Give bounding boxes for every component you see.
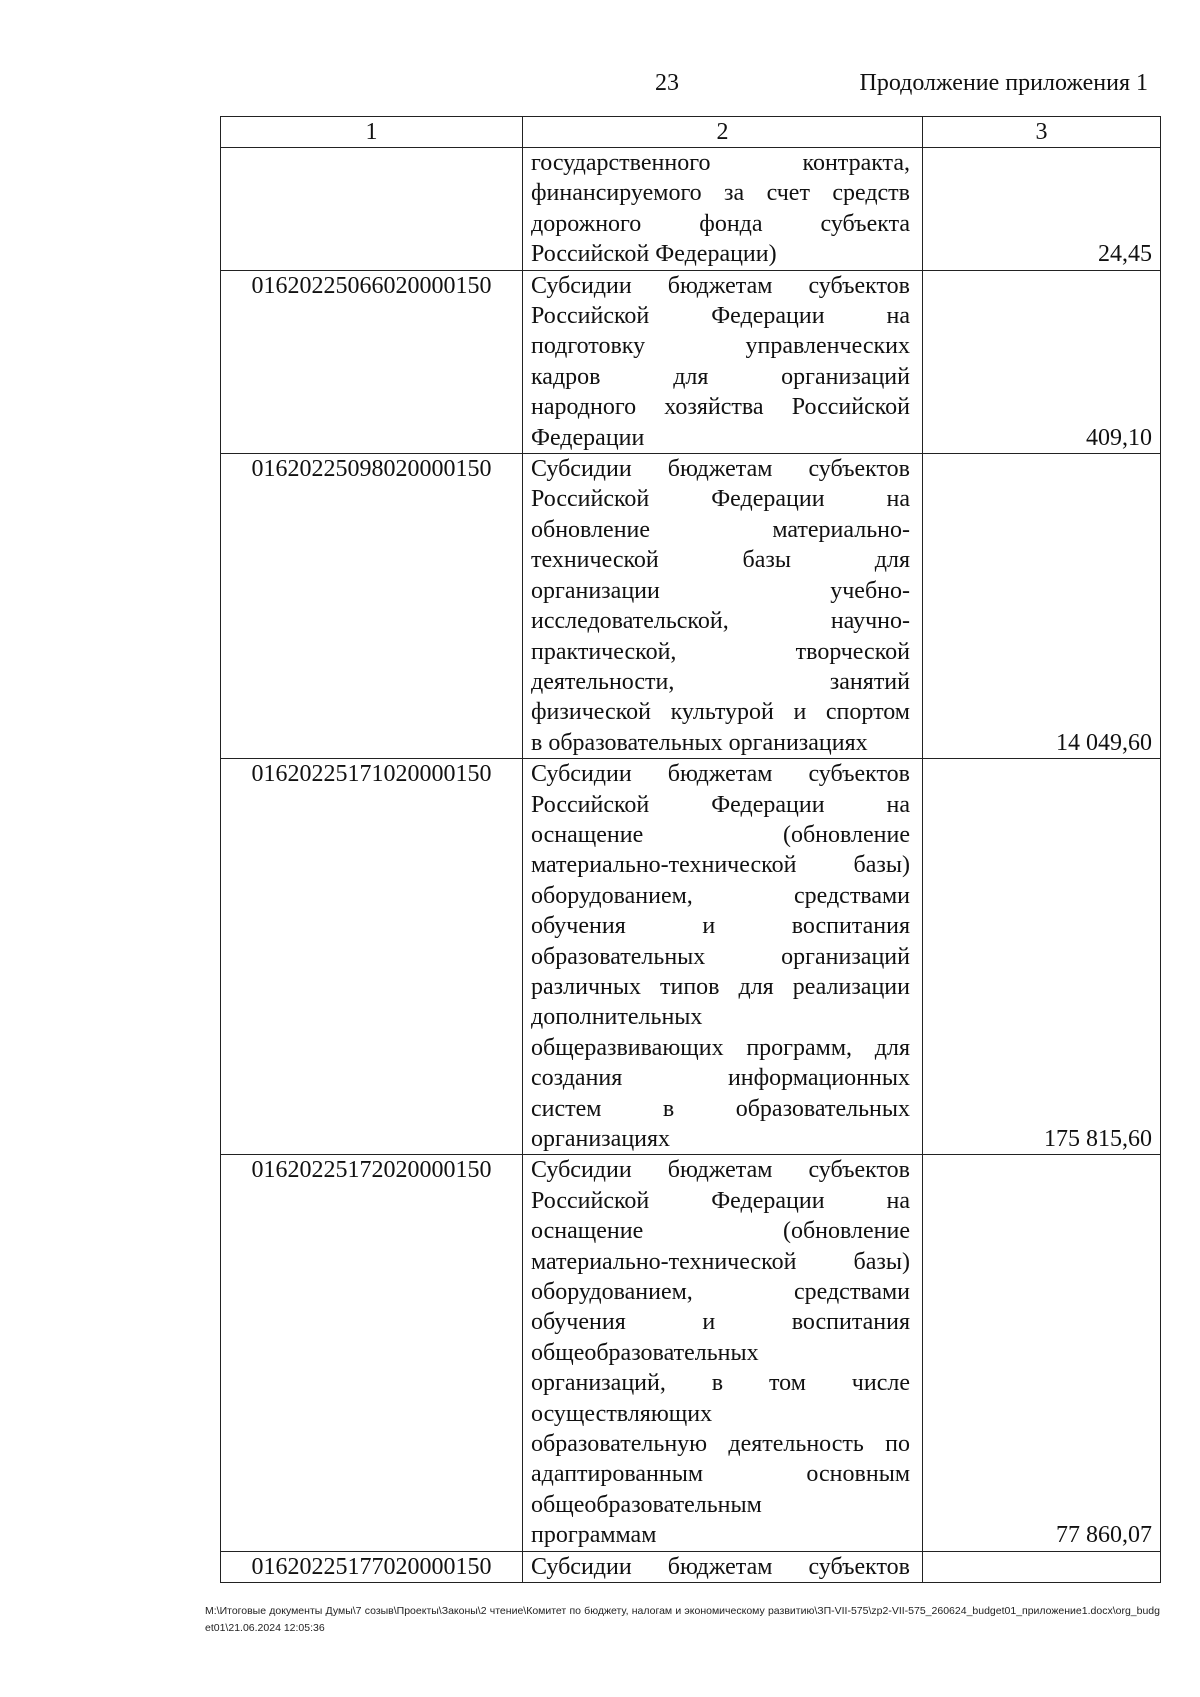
description-line: финансируемого за счет средств: [531, 180, 910, 207]
table-body: [221, 148, 1161, 1583]
column-header-3: 3: [923, 117, 1161, 148]
description-line: технической базы для: [531, 547, 910, 574]
description-line: физической культурой и спортом: [531, 699, 910, 726]
table-row: [221, 1551, 1161, 1582]
amount-value: 409,10: [923, 270, 1161, 453]
description-line: образовательных организаций: [531, 943, 910, 970]
description-line: различных типов для реализации: [531, 973, 910, 1000]
budget-code: 01620225171020000150: [221, 759, 523, 1155]
description-line: образовательную деятельность по: [531, 1431, 910, 1458]
description-line: программам: [531, 1522, 657, 1549]
column-header-1: 1: [221, 117, 523, 148]
description-line: Субсидии бюджетам субъектов: [531, 1553, 910, 1580]
description-line: систем в образовательных: [531, 1095, 910, 1122]
description-line: Российской Федерации на: [531, 791, 910, 818]
budget-code: [221, 148, 523, 271]
column-header-2: 2: [523, 117, 923, 148]
description-line: в образовательных организациях: [531, 729, 868, 756]
description-line: народного хозяйства Российской: [531, 394, 910, 421]
amount-value: 24,45: [923, 148, 1161, 271]
description-line: организаций, в том числе: [531, 1370, 910, 1397]
table-row: [221, 454, 1161, 759]
budget-code: 01620225177020000150: [221, 1551, 523, 1582]
continuation-label: Продолжение приложения 1: [859, 70, 1148, 96]
description-cell: [523, 270, 923, 453]
description-line: оснащение (обновление: [531, 1218, 910, 1245]
description-line: Российской Федерации на: [531, 1187, 910, 1214]
description-line: обновление материально-: [531, 516, 910, 543]
description-line: оборудованием, средствами: [531, 882, 910, 909]
description-cell: [523, 1155, 923, 1551]
table-header-row: [221, 117, 1161, 148]
footer-file-path: M:\Итоговые документы Думы\7 созыв\Проекты\Законы\2 чтение\Комитет по бюджету, налогам и экономическому развитию\ЗП-VII-575\zp2-VII-575_260624_budget01_приложение1.docx\org_budget01\21.06.2024 12:05:36: [205, 1605, 1160, 1634]
description-line: общеразвивающих программ, для: [531, 1034, 910, 1061]
description-line: дополнительных: [531, 1004, 703, 1031]
description-line: материально-технической базы): [531, 852, 910, 879]
table-row: [221, 1155, 1161, 1551]
description-line: создания информационных: [531, 1065, 910, 1092]
amount-value: 14 049,60: [923, 454, 1161, 759]
budget-code: 01620225066020000150: [221, 270, 523, 453]
description-line: осуществляющих: [531, 1400, 713, 1427]
description-line: Субсидии бюджетам субъектов: [531, 272, 910, 299]
description-cell: [523, 1551, 923, 1582]
description-line: оборудованием, средствами: [531, 1279, 910, 1306]
description-line: кадров для организаций: [531, 363, 910, 390]
description-line: общеобразовательных: [531, 1339, 759, 1366]
table-row: [221, 759, 1161, 1155]
description-line: практической, творческой: [531, 638, 910, 665]
amount-value: 175 815,60: [923, 759, 1161, 1155]
description-line: деятельности, занятий: [531, 668, 910, 695]
table-row: [221, 270, 1161, 453]
amount-value: [923, 1551, 1161, 1582]
description-line: Субсидии бюджетам субъектов: [531, 456, 910, 483]
description-line: адаптированным основным: [531, 1461, 910, 1488]
budget-code: 01620225172020000150: [221, 1155, 523, 1551]
description-line: Субсидии бюджетам субъектов: [531, 1157, 910, 1184]
description-line: Российской Федерации): [531, 241, 777, 268]
description-cell: [523, 454, 923, 759]
amount-value: 77 860,07: [923, 1155, 1161, 1551]
description-line: исследовательской, научно-: [531, 608, 910, 635]
description-line: дорожного фонда субъекта: [531, 210, 910, 237]
description-line: обучения и воспитания: [531, 913, 910, 940]
description-line: организациях: [531, 1126, 671, 1152]
budget-table: [220, 116, 1161, 1583]
description-line: обучения и воспитания: [531, 1309, 910, 1336]
description-line: организации учебно-: [531, 577, 910, 604]
description-line: Российской Федерации на: [531, 486, 910, 513]
description-line: общеобразовательным: [531, 1491, 762, 1518]
description-line: Российской Федерации на: [531, 303, 910, 330]
description-line: оснащение (обновление: [531, 821, 910, 848]
description-line: Федерации: [531, 424, 645, 451]
page-number: 23: [655, 70, 679, 96]
description-line: подготовку управленческих: [531, 333, 910, 360]
table-row: [221, 148, 1161, 271]
description-line: Субсидии бюджетам субъектов: [531, 761, 910, 788]
description-cell: [523, 148, 923, 271]
budget-code: 01620225098020000150: [221, 454, 523, 759]
description-line: государственного контракта,: [531, 150, 910, 176]
description-line: материально-технической базы): [531, 1248, 910, 1275]
description-cell: [523, 759, 923, 1155]
